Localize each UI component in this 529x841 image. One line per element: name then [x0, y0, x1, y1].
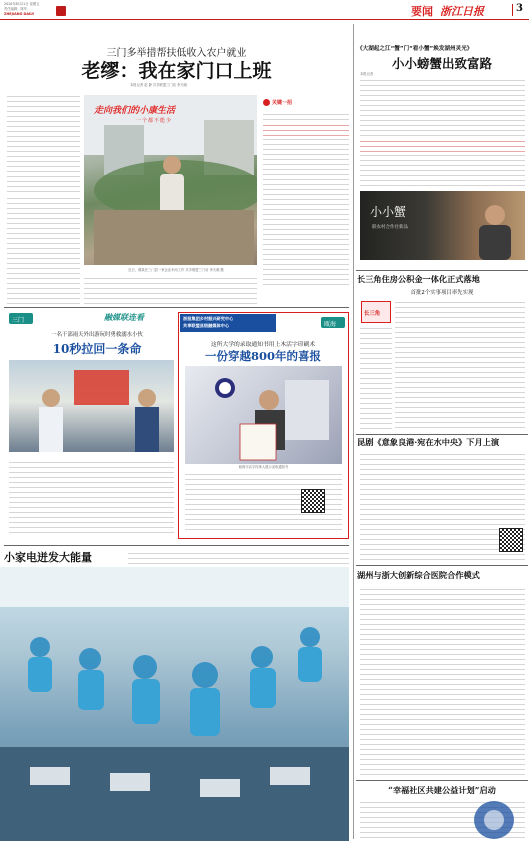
feature-banner-sub-text: 共享联盟县级融媒体中心: [183, 323, 230, 328]
lead-photo: [84, 95, 257, 265]
feature-caption-text: 瓯海木活字传承人展示录取通知书: [238, 465, 289, 469]
divider-opera-top: [356, 434, 528, 435]
lead-photo-banner-sub: 一个都不能少: [136, 118, 173, 124]
factory-photo-scene: [0, 567, 349, 841]
opera-qr-code[interactable]: [499, 528, 523, 552]
masthead-editor: 责任编辑：陈华: [4, 7, 28, 11]
gallery-label: [9, 313, 33, 324]
feature-qr-code[interactable]: [301, 489, 325, 513]
feature-photo-scene: [185, 366, 342, 464]
masthead-logo-mark: [56, 6, 66, 16]
hospital-text: [360, 587, 525, 777]
masthead: [0, 0, 529, 20]
crab-photo-figure: [465, 191, 525, 260]
hospital-headline: 湖州与浙大创新综合医院合作模式: [357, 570, 480, 580]
paper-name: 浙江日报: [440, 5, 484, 18]
lead-photo-banner: 走向我们的小康生活: [94, 106, 176, 116]
feature-headline: 一份穿越800年的喜报: [204, 349, 321, 363]
fund-text-left: [360, 326, 392, 432]
divider-hospital-top: [356, 565, 528, 566]
fund-badge-text: 长三角: [364, 311, 381, 317]
fund-headline: 长三角住房公积金一体化正式落地: [357, 274, 480, 284]
crab-byline: 本报记者: [360, 72, 374, 76]
watermark-logo: [474, 801, 514, 839]
feature-label: [321, 317, 345, 328]
lead-keyword-label: [263, 98, 349, 108]
divider-fund-top: [356, 270, 528, 271]
lead-bottom-text: [84, 276, 257, 305]
feature-kicker: 这所大学的录取通知书用上木活字印刷术: [210, 342, 316, 348]
gallery-headline: 10秒拉回一条命: [52, 342, 142, 356]
gallery-photo: [9, 360, 174, 452]
masthead-divider: [512, 4, 513, 16]
divider-factory-top: [4, 545, 349, 546]
lead-byline: 本报记者 赵 静 共享联盟三门站 李天晓: [130, 83, 187, 87]
column-divider: [353, 24, 354, 839]
crab-headline: 小小螃蟹出致富路: [391, 56, 492, 71]
opera-headline: 昆剧《意象良港·宛在水中央》下月上演: [357, 437, 500, 447]
keyword-label-text: 关键一招: [272, 100, 293, 106]
fund-text: [395, 300, 525, 432]
fund-sub: 首批2个实事项目率先实现: [410, 290, 474, 296]
keyword-icon: [263, 99, 270, 106]
lead-kicker: 三门多举措帮扶低收入农户就业: [106, 48, 247, 59]
gallery-text: [9, 460, 174, 537]
feature-box: [178, 312, 349, 539]
lead-caption-text: 近日，缪某在三门县一家企业车间工作: [128, 268, 185, 272]
lead-right-col: [263, 112, 349, 288]
gallery-label-text: 三门: [12, 317, 25, 324]
fund-badge: [361, 301, 391, 323]
crab-text: [360, 78, 525, 186]
crab-photo-text2: 联农村合作社新品: [372, 225, 408, 230]
crab-text-highlight: [360, 139, 525, 153]
welfare-headline: “幸福社区共建公益计划”启动: [388, 785, 496, 795]
factory-headline: 小家电迸发大能量: [4, 551, 92, 564]
page-number: 3: [516, 3, 523, 14]
crab-photo-text: 小小蟹: [370, 205, 407, 219]
feature-label-text: 瓯海: [324, 321, 337, 328]
lead-headline: 老缪：我在家门口上班: [81, 60, 272, 82]
gallery-photo-scene: [9, 360, 174, 452]
masthead-english: ZHEJIANG DAILY: [4, 12, 35, 16]
feature-banner: [180, 314, 276, 332]
masthead-date: 2020年8月21日 星期五: [4, 2, 40, 6]
lead-photo-caption: [96, 268, 256, 273]
divider-welfare-top: [356, 780, 528, 781]
divider-gallery-top: [4, 307, 349, 308]
lead-credit-text: 共享联盟三门站 李天晓 摄: [185, 268, 224, 272]
feature-photo-caption: [185, 465, 342, 470]
crab-kicker: 《大湖起之江“蟹”门“看小蟹”焕发湖州灵光》: [357, 46, 473, 52]
section-name: 要闻: [411, 5, 433, 18]
lead-left-bottom-text: [7, 196, 80, 305]
crab-photo: [360, 191, 525, 260]
lead-right-col-highlight: [263, 123, 349, 138]
factory-photo: [0, 567, 349, 841]
gallery-sub: 一名干部雨天外出游玩时勇救溺水小伙: [51, 332, 143, 338]
gallery-kicker: 融媒联连看: [104, 312, 144, 322]
feature-banner-text: 浙报集团乡村振兴研究中心: [183, 316, 234, 321]
factory-caption-text: [128, 551, 349, 565]
feature-photo: [185, 366, 342, 464]
